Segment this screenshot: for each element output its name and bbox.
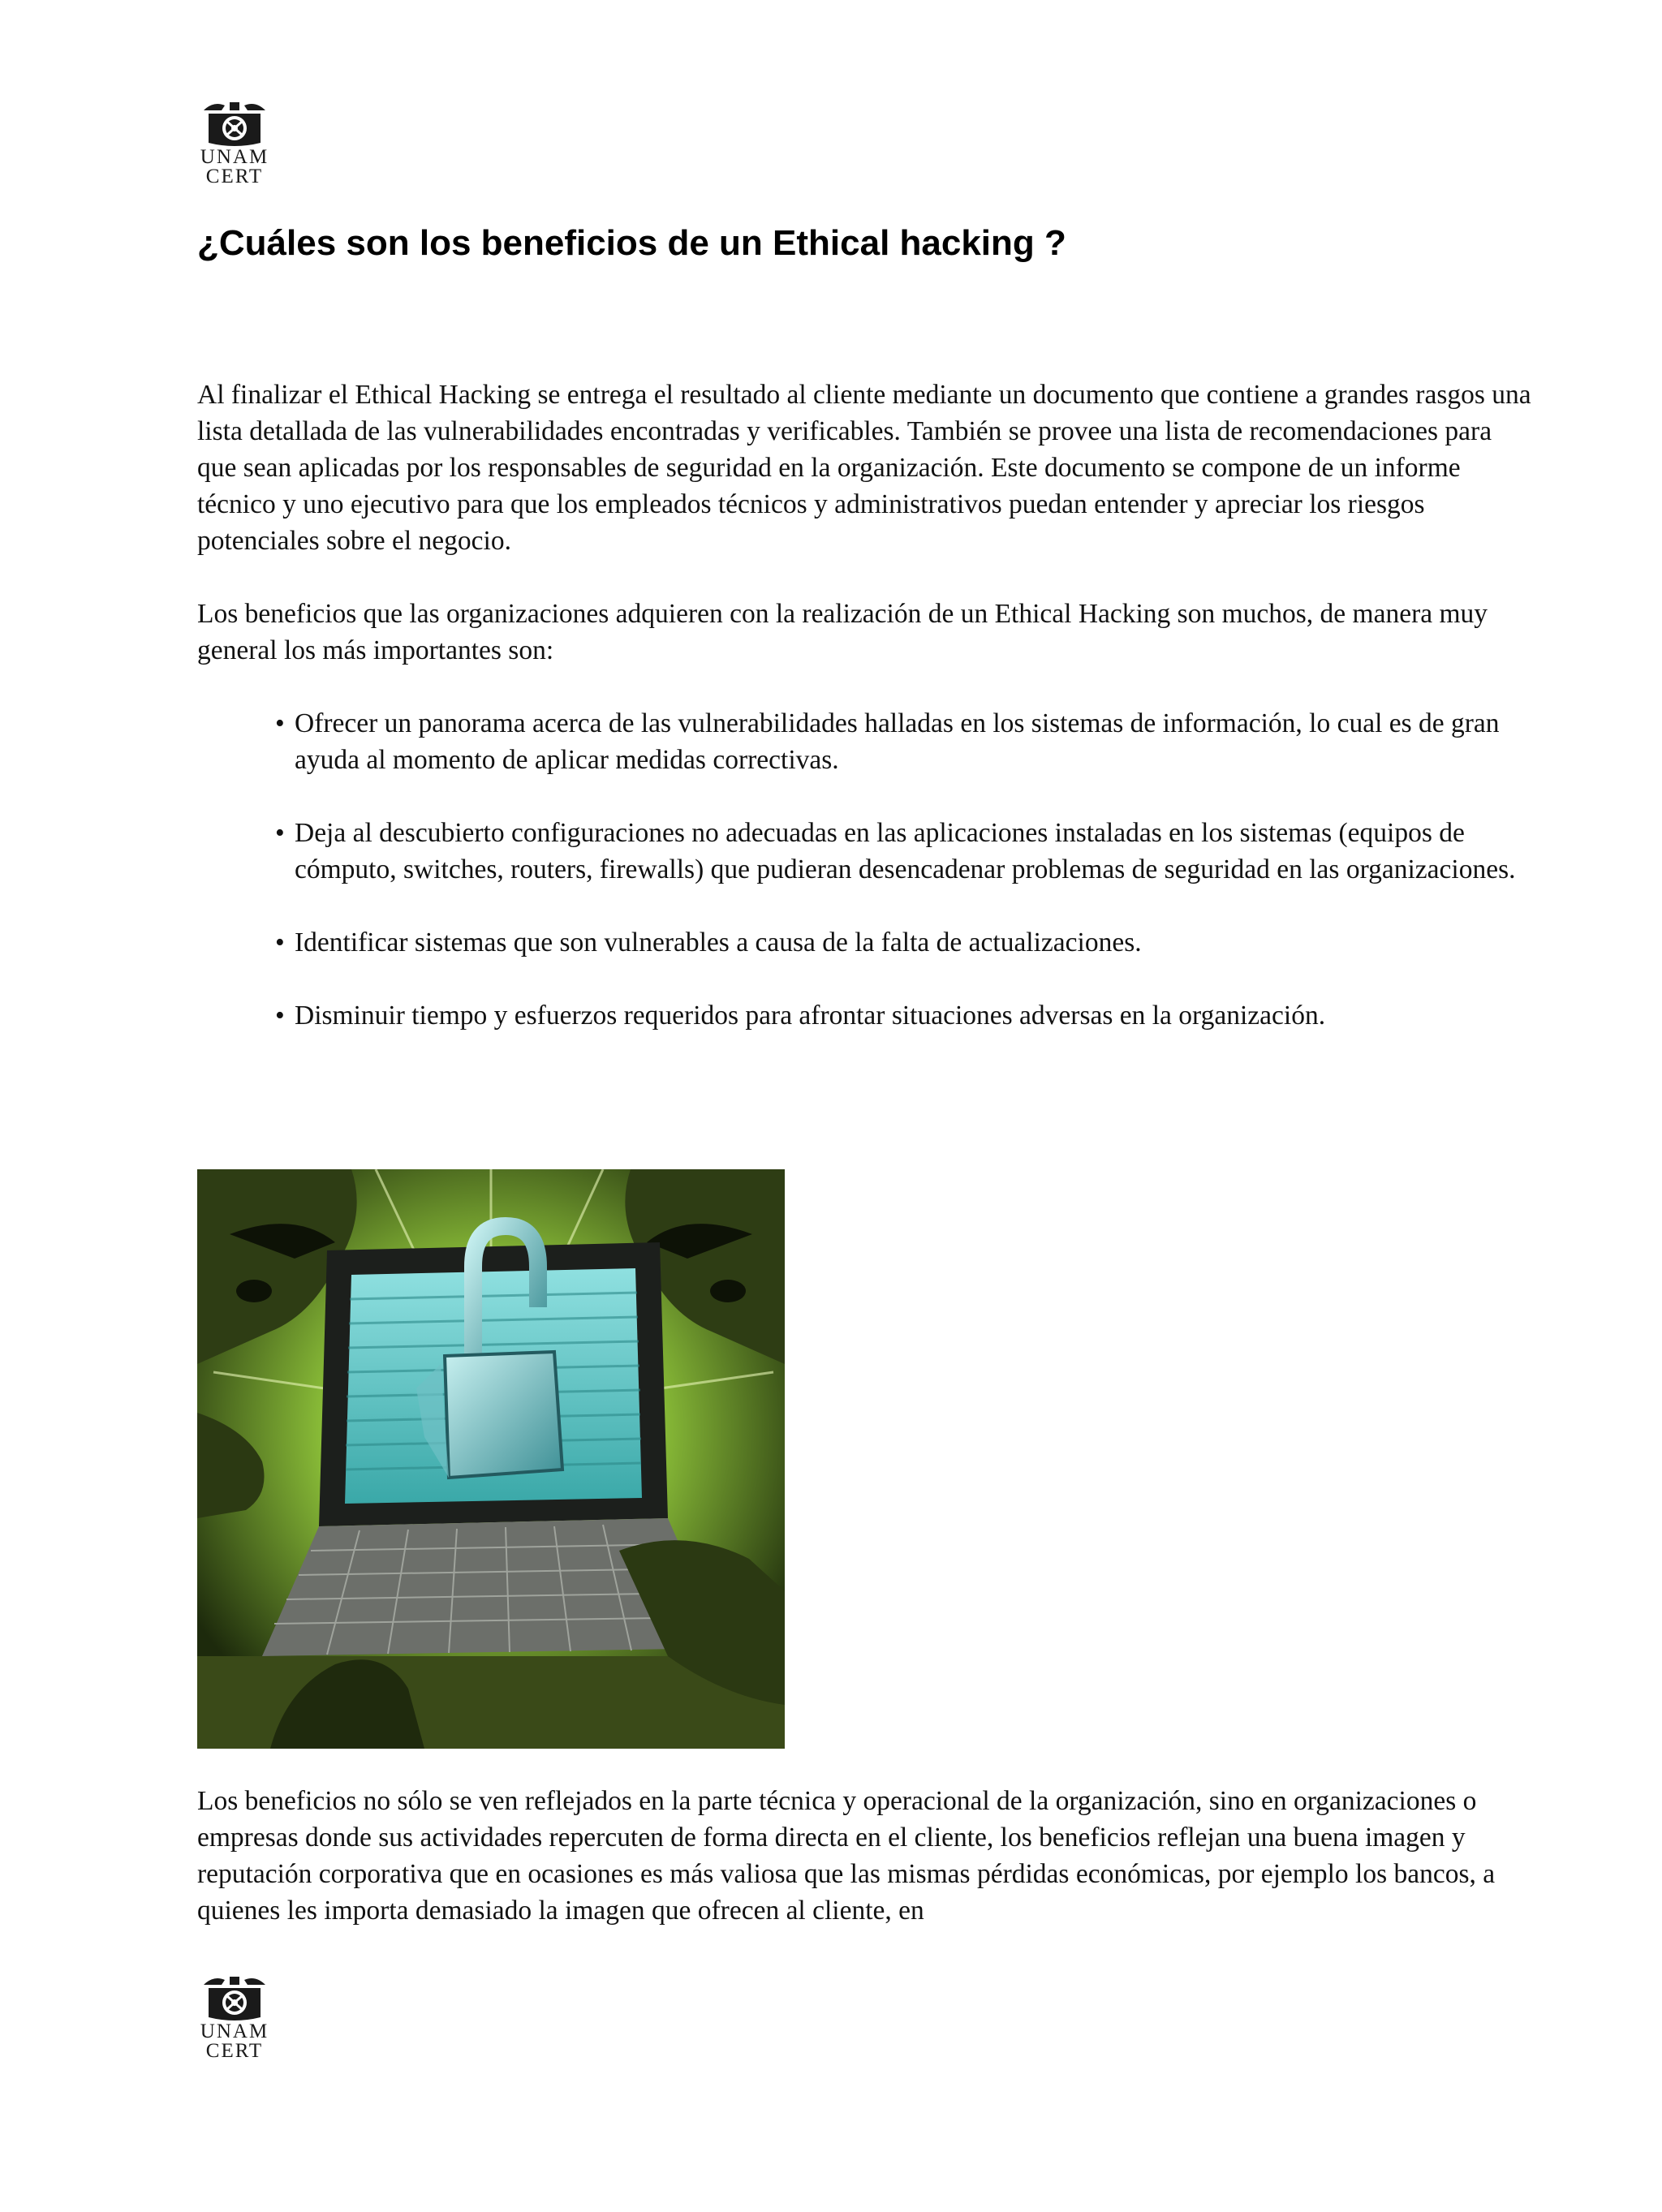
hackers-laptop-illustration xyxy=(197,1169,785,1749)
list-item-text: Ofrecer un panorama acerca de las vulnerabilidades halladas en los sistemas de información, lo cual es de gran ayuda al momento de aplicar medidas correctivas. xyxy=(295,708,1500,775)
bullet-icon: • xyxy=(275,818,285,848)
logo-text: UNAM CERT xyxy=(200,146,269,187)
benefits-list xyxy=(197,705,1536,1034)
list-item-text: Deja al descubierto configuraciones no adecuadas en las aplicaciones instaladas en los sistemas (equipos de cómputo, switches, routers, firewalls) que pudieran desencadenar problemas de seguridad en las organizaciones. xyxy=(295,818,1516,884)
list-item xyxy=(275,815,1536,888)
unam-cert-emblem-icon xyxy=(197,99,272,148)
intro-paragraph: Al finalizar el Ethical Hacking se entrega el resultado al cliente mediante un documento que contiene a grandes rasgos una lista detallada de las vulnerabilidades encontradas y verificables. También se provee una lista de recomendaciones para que sean aplicadas por los responsables de seguridad en la organización. Este documento se compone de un informe técnico y uno ejecutivo para que los empleados técnicos y administrativos puedan entender y apreciar los riesgos potenciales sobre el negocio. xyxy=(197,380,1531,556)
list-item xyxy=(275,924,1536,961)
list-item xyxy=(275,705,1536,778)
list-item xyxy=(275,997,1536,1034)
logo-text: UNAM CERT xyxy=(200,2020,269,2062)
list-item-text: Disminuir tiempo y esfuerzos requeridos para afrontar situaciones adversas en la organización. xyxy=(295,1001,1326,1031)
document-body xyxy=(197,377,1536,1070)
list-item-text: Identificar sistemas que son vulnerables a causa de la falta de actualizaciones. xyxy=(295,927,1142,958)
bullet-icon: • xyxy=(275,708,285,738)
unam-cert-logo xyxy=(197,99,272,187)
page-title: ¿Cuáles son los beneficios de un Ethical hacking ? xyxy=(197,223,1066,263)
bullet-icon: • xyxy=(275,927,285,958)
unam-cert-footer-logo xyxy=(197,1973,272,2061)
bullet-icon: • xyxy=(275,1001,285,1031)
laptop-padlock-icon xyxy=(197,1169,785,1749)
unam-cert-emblem-icon xyxy=(197,1973,272,2022)
benefits-intro-paragraph: Los beneficios que las organizaciones adquieren con la realización de un Ethical Hacking son muchos, de manera muy general los más importantes son: xyxy=(197,599,1488,665)
closing-paragraph: Los beneficios no sólo se ven reflejados en la parte técnica y operacional de la organización, sino en organizaciones o empresas donde sus actividades repercuten de forma directa en el cliente, los beneficios reflejan una buena imagen y reputación corporativa que en ocasiones es más valiosa que las mismas pérdidas económicas, por ejemplo los bancos, a quienes les importa demasiado la imagen que ofrecen al cliente, en xyxy=(197,1786,1496,1926)
